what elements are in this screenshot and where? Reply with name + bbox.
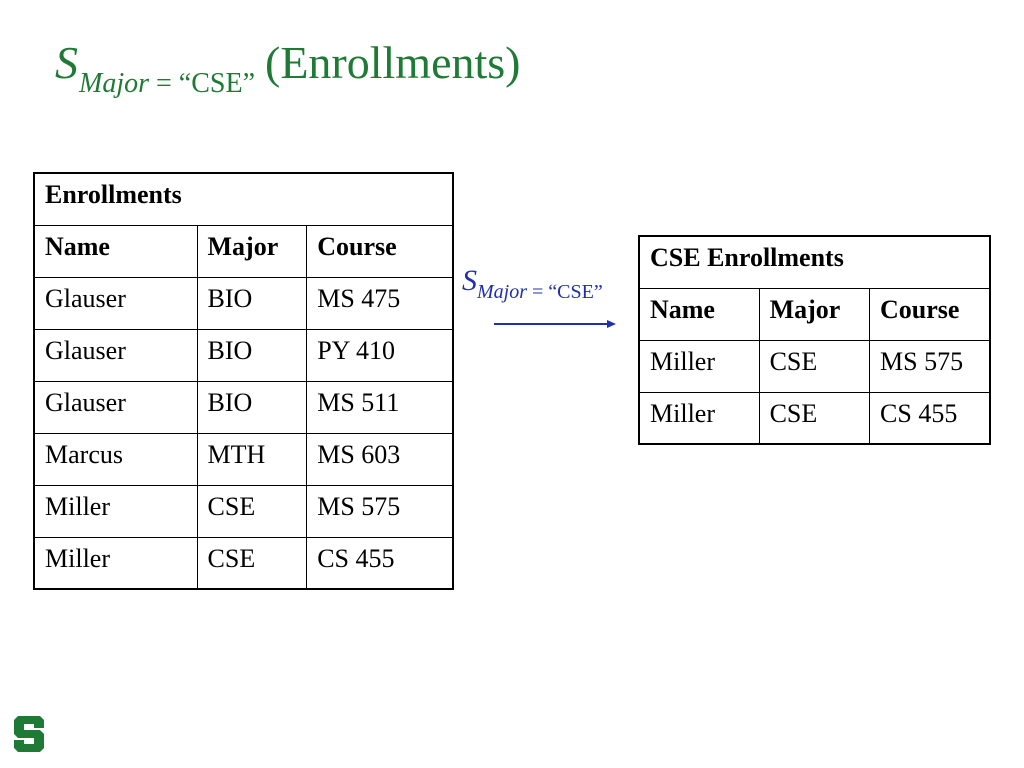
table-row xyxy=(34,485,453,537)
table-cell: MTH xyxy=(197,433,307,485)
column-header: Name xyxy=(639,288,759,340)
table-header-row xyxy=(34,225,453,277)
title-selection-condition xyxy=(79,68,255,99)
table-cell: MS 575 xyxy=(307,485,453,537)
table-header-row xyxy=(639,288,990,340)
enrollments-table xyxy=(33,172,454,590)
cse-enrollments-table xyxy=(638,235,991,445)
title-condition-attribute: Major xyxy=(79,68,149,99)
table-cell: BIO xyxy=(197,381,307,433)
title-relation: (Enrollments) xyxy=(265,37,521,88)
table-cell: BIO xyxy=(197,329,307,381)
table-cell: CSE xyxy=(759,392,869,444)
selection-operator-label xyxy=(462,264,603,303)
table-cell: CSE xyxy=(197,485,307,537)
table-cell: CS 455 xyxy=(307,537,453,589)
table-row xyxy=(34,381,453,433)
table-cell: CSE xyxy=(197,537,307,589)
table-cell: MS 511 xyxy=(307,381,453,433)
table-row xyxy=(639,392,990,444)
column-header: Major xyxy=(197,225,307,277)
table-cell: MS 603 xyxy=(307,433,453,485)
table-caption-row xyxy=(639,236,990,288)
table-row xyxy=(639,340,990,392)
table-row xyxy=(34,329,453,381)
table-cell: Miller xyxy=(639,392,759,444)
table-cell: Miller xyxy=(639,340,759,392)
table-cell: Miller xyxy=(34,537,197,589)
slide-title xyxy=(55,37,521,99)
operator-selection-symbol: S xyxy=(462,264,477,297)
table-cell: MS 475 xyxy=(307,277,453,329)
table-caption: CSE Enrollments xyxy=(639,236,990,288)
table-row xyxy=(34,537,453,589)
operator-condition-value: = “CSE” xyxy=(527,281,603,303)
column-header: Course xyxy=(307,225,453,277)
table-cell: Miller xyxy=(34,485,197,537)
table-row xyxy=(34,277,453,329)
right-arrow-icon xyxy=(494,316,618,332)
table-cell: Glauser xyxy=(34,329,197,381)
table-cell: Glauser xyxy=(34,381,197,433)
column-header: Name xyxy=(34,225,197,277)
column-header: Major xyxy=(759,288,869,340)
table-caption: Enrollments xyxy=(34,173,453,225)
spartan-s-logo-icon xyxy=(14,716,44,752)
table-cell: CS 455 xyxy=(870,392,990,444)
operator-condition-attribute: Major xyxy=(477,281,527,303)
table-cell: PY 410 xyxy=(307,329,453,381)
table-cell: Glauser xyxy=(34,277,197,329)
column-header: Course xyxy=(870,288,990,340)
table-cell: CSE xyxy=(759,340,869,392)
title-condition-value: = “CSE” xyxy=(149,68,255,99)
operator-selection-condition xyxy=(477,281,603,303)
table-cell: MS 575 xyxy=(870,340,990,392)
table-row xyxy=(34,433,453,485)
title-selection-symbol: S xyxy=(55,37,78,88)
table-caption-row xyxy=(34,173,453,225)
table-cell: Marcus xyxy=(34,433,197,485)
table-cell: BIO xyxy=(197,277,307,329)
